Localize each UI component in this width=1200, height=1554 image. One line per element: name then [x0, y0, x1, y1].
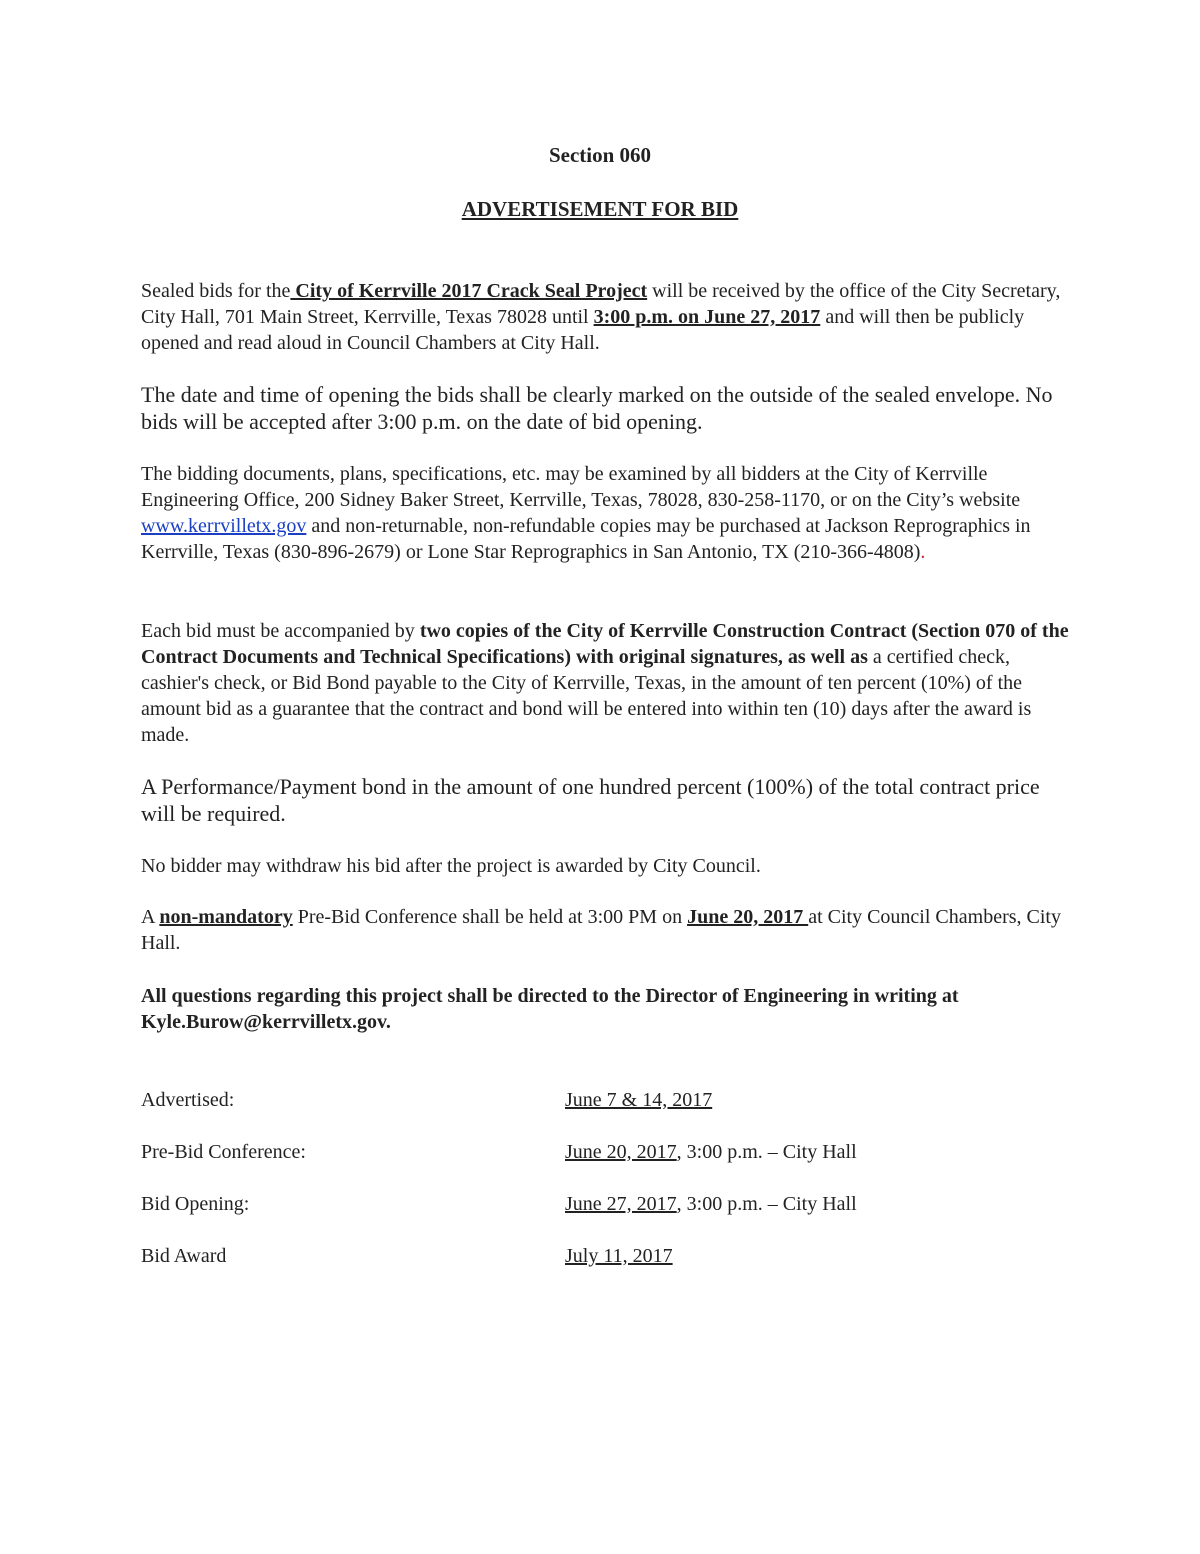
paragraph-withdrawal: No bidder may withdraw his bid after the project is awarded by City Council. — [141, 855, 761, 877]
schedule-row-pre-bid-conference — [141, 1138, 1071, 1166]
p3-text-2: and non-returnable, non-refundable copies may be purchased at Jackson Reprographics in Kerrville, Texas (830-896-2679) or Lone Star Reprographics in San Antonio, TX (210-366-4808) — [141, 515, 1031, 563]
schedule-row-bid-opening — [141, 1190, 1071, 1218]
paragraph-bidding-documents — [141, 461, 1071, 565]
p3-period: . — [920, 541, 926, 563]
p1-text-3: and will then be publicly opened and read aloud in Council Chambers at City Hall. — [141, 306, 1025, 354]
schedule-date: June 20, 2017 — [565, 1141, 677, 1163]
paragraph-bid-requirements — [141, 618, 1071, 748]
schedule-value — [565, 1138, 857, 1166]
schedule-date: June 27, 2017 — [565, 1193, 677, 1215]
website-link[interactable]: www.kerrvilletx.gov — [141, 515, 307, 537]
p3-text-1: The bidding documents, plans, specifications, etc. may be examined by all bidders at the City of Kerrville Engineering Office, 200 Sidney Baker Street, Kerrville, Texas, 78028, 830-258-1170, or on the City’s website — [141, 463, 1021, 511]
document-title: ADVERTISEMENT FOR BID — [461, 197, 739, 221]
schedule-date: June 7 & 14, 2017 — [565, 1089, 713, 1111]
schedule-row-bid-award — [141, 1242, 1071, 1270]
paragraph-pre-bid-conference — [141, 904, 1071, 956]
schedule-label: Advertised: — [141, 1089, 235, 1111]
section-number: Section 060 — [548, 143, 652, 167]
non-mandatory-label: non-mandatory — [159, 906, 293, 928]
schedule-row-advertised — [141, 1086, 1071, 1114]
project-name: City of Kerrville 2017 Crack Seal Project — [290, 280, 648, 302]
p1-text-1: Sealed bids for the — [141, 280, 291, 302]
schedule-detail: , 3:00 p.m. – City Hall — [676, 1193, 857, 1215]
schedule-value — [565, 1242, 673, 1270]
schedule-label: Pre-Bid Conference: — [141, 1141, 306, 1163]
schedule-value — [565, 1086, 712, 1114]
p7-text-2: Pre-Bid Conference shall be held at 3:00 PM on — [292, 906, 688, 928]
contract-copies-requirement: two copies of the City of Kerrville Construction Contract (Section 070 of the Contract Documents and Technical Specifications) with original signatures, as well as — [141, 620, 1069, 668]
schedule-detail: , 3:00 p.m. – City Hall — [676, 1141, 857, 1163]
schedule-label: Bid Opening: — [141, 1193, 250, 1215]
p1-text-2: will be received by the office of the City Secretary, City Hall, 701 Main Street, Kerrville, Texas 78028 until — [141, 280, 1061, 328]
paragraph-envelope-marking: The date and time of opening the bids shall be clearly marked on the outside of the sealed envelope. No bids will be accepted after 3:00 p.m. on the date of bid opening. — [141, 382, 1053, 434]
paragraph-performance-bond: A Performance/Payment bond in the amount of one hundred percent (100%) of the total contract price will be required. — [141, 774, 1040, 826]
schedule-value — [565, 1190, 857, 1218]
p7-text-3: at City Council Chambers, City Hall. — [141, 906, 1061, 954]
schedule-label: Bid Award — [141, 1245, 227, 1267]
p4-text-2: a certified check, cashier's check, or Bid Bond payable to the City of Kerrville, Texas, in the amount of ten percent (10%) of the amount bid as a guarantee that the contract and bond will be entered into within ten (10) days after the award is made. — [141, 646, 1032, 746]
paragraph-questions-contact: All questions regarding this project shall be directed to the Director of Engineering in writing at Kyle.Burow@kerrvilletx.gov. — [141, 985, 959, 1033]
schedule-date: July 11, 2017 — [565, 1245, 673, 1267]
p4-text-1: Each bid must be accompanied by — [141, 620, 420, 642]
p7-text-1: A — [141, 906, 160, 928]
pre-bid-date: June 20, 2017 — [687, 906, 809, 928]
paragraph-sealed-bids — [141, 278, 1071, 356]
bid-deadline: 3:00 p.m. on June 27, 2017 — [593, 306, 821, 328]
